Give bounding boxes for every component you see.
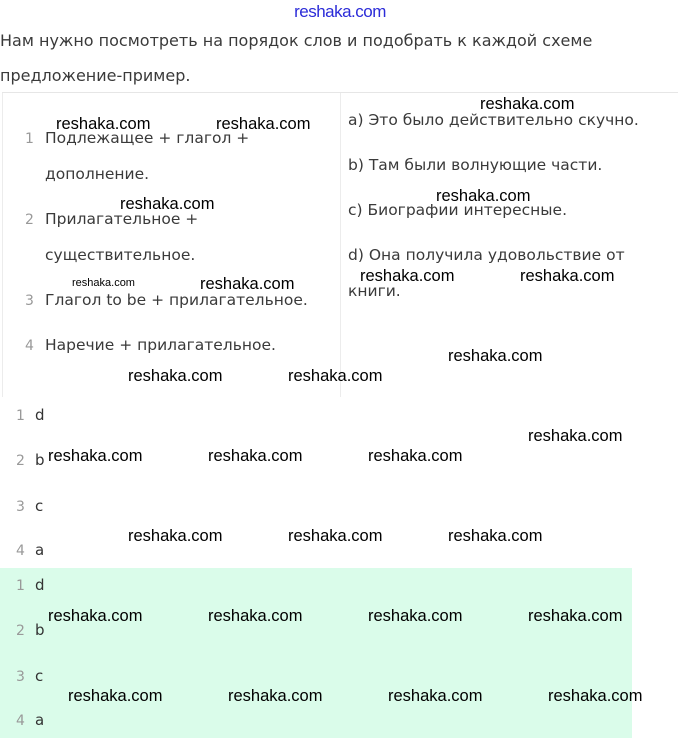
scheme-number: 4	[25, 338, 34, 354]
sentence-b: b) Там были волнующие части.	[348, 156, 603, 174]
column-divider	[340, 93, 341, 397]
watermark-text: reshaka.com	[208, 607, 303, 625]
watermark-text: reshaka.com	[528, 427, 623, 445]
scheme-number: 2	[25, 212, 34, 228]
watermark-text: reshaka.com	[200, 275, 295, 293]
watermark-text: reshaka.com	[520, 267, 615, 285]
answer-letter: d	[35, 576, 45, 594]
scheme-text: дополнение.	[45, 165, 150, 183]
scheme-number: 3	[25, 293, 34, 309]
watermark-text: reshaka.com	[368, 447, 463, 465]
watermark-text: reshaka.com	[368, 607, 463, 625]
answer-number: 3	[16, 499, 25, 515]
scheme-text: Прилагательное +	[45, 210, 199, 228]
watermark-text: reshaka.com	[128, 367, 223, 385]
answer-number: 4	[16, 713, 25, 729]
answer-number: 3	[16, 669, 25, 685]
answer-number: 2	[16, 623, 25, 639]
answer-number: 1	[16, 408, 25, 424]
watermark-text: reshaka.com	[448, 347, 543, 365]
watermark-text: reshaka.com	[548, 687, 643, 705]
answer-letter: c	[35, 497, 44, 515]
watermark-text: reshaka.com	[436, 187, 531, 205]
watermark-text: reshaka.com	[388, 687, 483, 705]
answer-number: 4	[16, 543, 25, 559]
answer-letter: a	[35, 711, 45, 729]
scheme-text: Наречие + прилагательное.	[45, 336, 276, 354]
sentence-d-cont: книги.	[348, 282, 401, 300]
watermark-text: reshaka.com	[128, 527, 223, 545]
intro-line-1: Нам нужно посмотреть на порядок слов и подобрать к каждой схеме	[0, 31, 593, 50]
scheme-text: Глагол to be + прилагательное.	[45, 291, 308, 309]
answer-letter: c	[35, 667, 44, 685]
answer-letter: b	[35, 451, 45, 469]
answer-letter: d	[35, 406, 45, 424]
watermark-text: reshaka.com	[56, 115, 151, 133]
watermark-text: reshaka.com	[480, 95, 575, 113]
watermark-text: reshaka.com	[288, 527, 383, 545]
table-border	[2, 93, 3, 397]
watermark-text: reshaka.com	[72, 277, 135, 289]
watermark-text: reshaka.com	[288, 367, 383, 385]
sentence-d: d) Она получила удовольствие от	[348, 246, 625, 264]
watermark-text: reshaka.com	[68, 687, 163, 705]
watermark-text: reshaka.com	[120, 195, 215, 213]
sentence-a: a) Это было действительно скучно.	[348, 111, 639, 129]
watermark-text: reshaka.com	[448, 527, 543, 545]
answer-letter: a	[35, 541, 45, 559]
watermark-text: reshaka.com	[48, 607, 143, 625]
watermark-text: reshaka.com	[208, 447, 303, 465]
watermark-text: reshaka.com	[528, 607, 623, 625]
answer-letter: b	[35, 621, 45, 639]
watermark-text: reshaka.com	[216, 115, 311, 133]
scheme-text: существительное.	[45, 246, 196, 264]
answer-number: 2	[16, 453, 25, 469]
scheme-number: 1	[25, 131, 34, 147]
site-watermark-link[interactable]: reshaka.com	[294, 2, 386, 21]
sentence-c: c) Биографии интересные.	[348, 201, 567, 219]
scheme-text: Подлежащее + глагол +	[45, 129, 250, 147]
answer-number: 1	[16, 578, 25, 594]
intro-line-2: предложение-пример.	[0, 66, 191, 85]
watermark-text: reshaka.com	[48, 447, 143, 465]
highlighted-answer-block	[0, 568, 632, 738]
watermark-text: reshaka.com	[228, 687, 323, 705]
watermark-text: reshaka.com	[360, 267, 455, 285]
